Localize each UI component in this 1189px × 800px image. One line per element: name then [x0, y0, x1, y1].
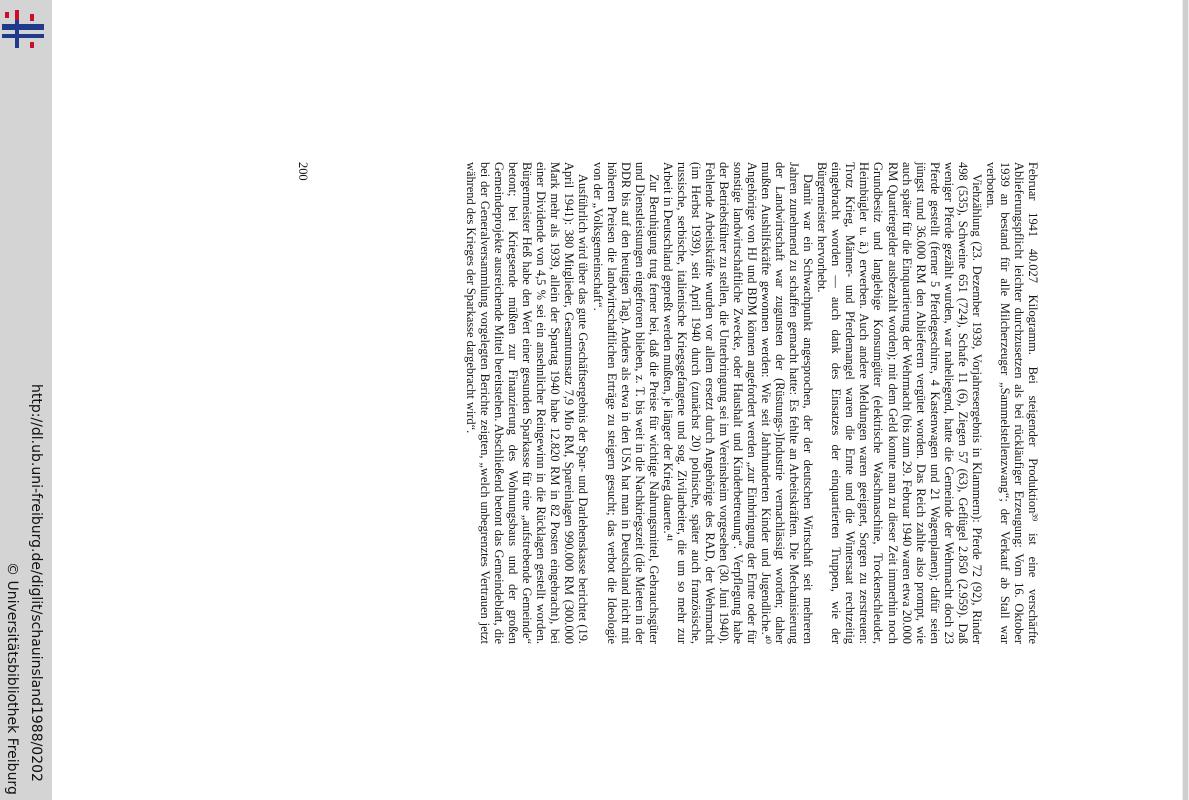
document-page	[52, 0, 1182, 800]
copyright-notice: © Universitätsbibliothek Freiburg	[4, 562, 20, 795]
vertical-scrollbar[interactable]	[1182, 0, 1189, 800]
university-library-logo-icon[interactable]	[2, 8, 44, 50]
paragraph-5: Ausführlich wird über das gute Geschäftsergebnis der Spar- und Darlehenskasse berichtet (19. April 1941): 380 Mitglieder, Gesamtumsatz 7,9 Mio RM, Spareinlagen 990.000 RM (300.000 Mark mehr als 1939, allein der Spartag 1940 habe 12.820 RM in 82 Posten eingebracht), bei einer Dividende von 4,5 % sei ein ansehnlicher Reingewinn in die Rücklagen gestellt worden. Bürgermeister Heß habe den Wert einer gesunden Sparkasse für eine „aufstrebende Gemeinde“ betont; bei Kriegsende müßten zur Finanzierung des Wohnungsbaus und der großen Gemeindeprojekte ausreichende Mittel bereitstehen. Abschließend betont das Gemeindeblatt, die bei der Generalversammlung vorgelegten Berichte zeigten, „welch unbegrenztes Vertrauen jetzt während des Krieges der Sparkasse dargebracht wird“.	[464, 162, 591, 644]
document-text-block	[464, 162, 1040, 644]
paragraph-3: Damit war ein Schwachpunkt angesprochen, der der deutschen Wirtschaft seit mehreren Jahren zunehmend zu schaffen gemacht hatte: Es fehlte an Arbeitskräften. Die Mechanisierung der Landwirtschaft war zugunsten der (Rüstungs-)Industrie vernachlässigt worden; daher mußten Aushilfskräfte gewonnen werden: Wie seit Jahrhunderten Kinder und Jugendliche.⁴⁰ Angehörige von HJ und BDM können angefordert werden „zur Einbringung der Ernte oder für sonstige landwirtschaftliche Zwecke, oder Haushalt und Kinderbetreuung“. Verpflegung habe der Betriebsführer zu stellen, die Unterbringung sei im Vereinsheim vorgesehen (30. Juni 1940). Fehlende Arbeitskräfte wurden vor allem ersetzt durch Angehörige des RAD, der Wehrmacht (im Herbst 1939), seit April 1940 durch (zunächst 20) polnische, später auch französische, russische, serbische, italienische Kriegsgefangene und sog. Zivilarbeiter, die um so mehr zur Arbeit in Deutschland gepreßt werden mußten, je länger der Krieg dauerte.⁴¹	[660, 162, 816, 644]
page-number: 200	[296, 162, 310, 181]
paragraph-4: Zur Beruhigung trug ferner bei, daß die Preise für wichtige Nahrungsmittel, Gebrauchsgüter und Dienstleistungen eingefroren blieben, z. T. bis weit in die Nachkriegszeit (die Mieten in der DDR bis auf den heutigen Tag). Anders als etwa in den USA hat man in Deutschland nicht mit höheren Preisen die landwirtschaftlichen Erträge zu steigern gesucht; das verbot die Ideologie von der „Volksgemeinschaft“.	[590, 162, 661, 644]
scrollbar-thumb[interactable]	[1183, 0, 1188, 800]
sidebar	[0, 0, 52, 800]
document-url-link[interactable]: http://dl.ub.uni-freiburg.de/diglit/schauinsland1988/0202	[28, 384, 44, 782]
paragraph-1: Februar 1941 40.027 Kilogramm. Bei steigender Produktion³⁹ ist eine verschärfte Ablieferungspflicht leichter durchzusetzen als bei rückläufiger Erzeugung: Vom 16. Oktober 1939 an bestand für alle Milcherzeuger „Sammelstellenzwang“; der Verkauf ab Stall war verboten.	[983, 162, 1040, 644]
paragraph-2: Viehzählung (23. Dezember 1939, Vorjahresergebnis in Klammern): Pferde 72 (92), Rinder 498 (535), Schweine 651 (724), Schafe 11 (6), Ziegen 57 (63), Geflügel 2.850 (2.959). Daß weniger Pferde gezählt wurden, war naheliegend, hatte die Gemeinde der Wehrmacht doch 23 Pferde gestellt (ferner 5 Pferdegeschirre, 4 Kastenwagen und 21 Wagenplanen); dafür seien jüngst rund 36.000 RM den Ablieferern vergütet worden. Das Reich zahlte also prompt, wie auch später für die Einquartierung der Wehrmacht (bis zum 29. Februar 1940 waren etwa 20.000 RM Quartiergelder ausbezahlt worden); mit dem Geld konnte man zu dieser Zeit immerhin noch Grundbesitz und langlebige Konsumgüter (elektrische Waschmaschine, Trockenschleuder, Heimbügler u. ä.) erwerben. Auch andere Meldungen waren geeignet, Sorgen zu zerstreuen: Trotz Krieg, Männer- und Pferdemangel waren die Ernte und die Wintersaat rechtzeitig eingebracht worden — auch dank des Einsatzes der einquartierten Truppen, wie der Bürgermeister hervorhebt.	[815, 162, 984, 644]
